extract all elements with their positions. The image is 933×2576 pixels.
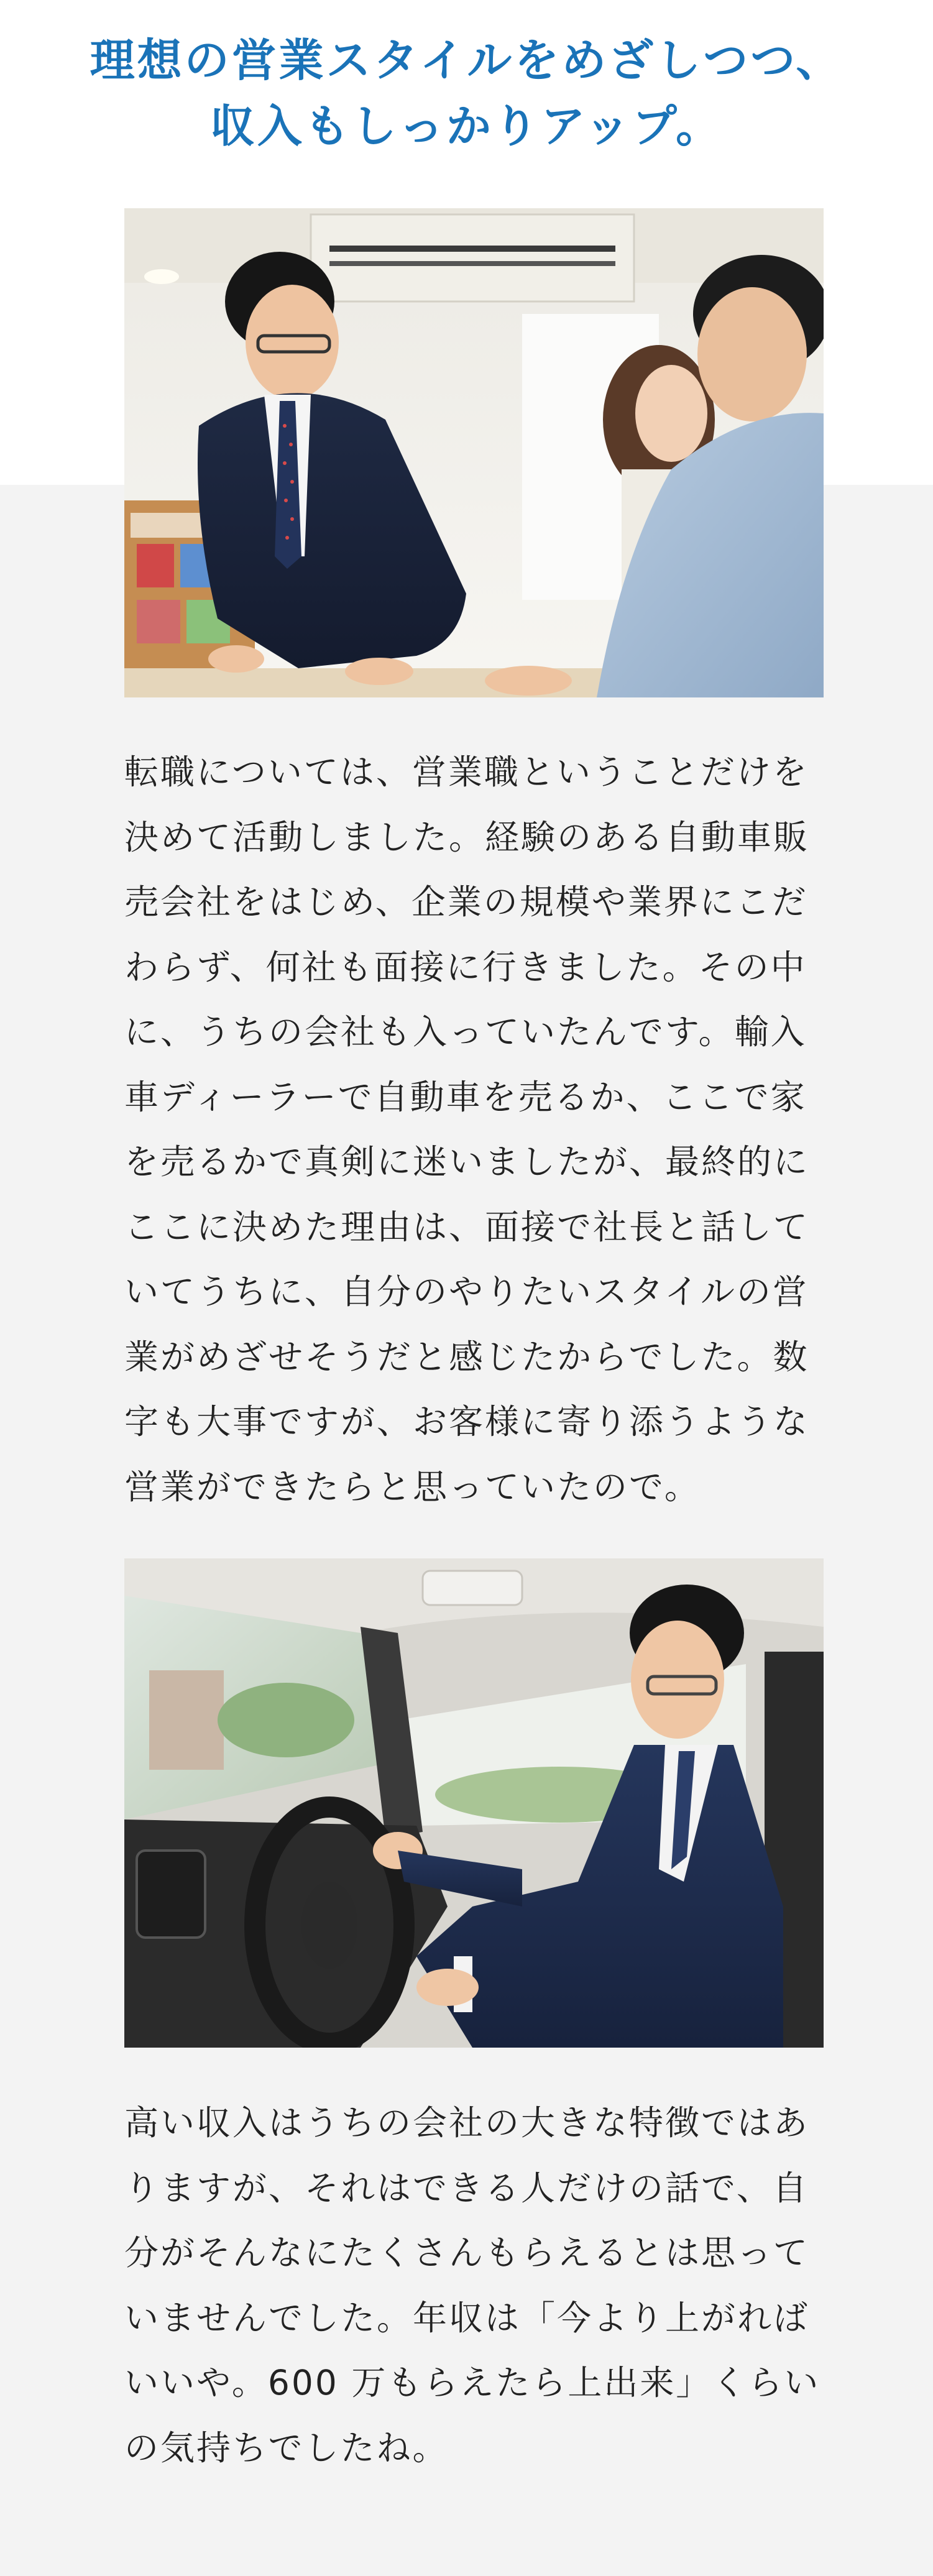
paragraph-line: 分がそんなにたくさんもらえるとは思って (124, 2233, 810, 2273)
paragraph-line: ここに決めた理由は、面接で社長と話して (124, 1207, 810, 1247)
paragraph-line: に、うちの会社も入っていたんです。輸入 (124, 1012, 807, 1052)
paragraph-line: 高い収入はうちの会社の大きな特徴ではあ (124, 2103, 810, 2143)
headline-line-1: 理想の営業スタイルをめざしつつ、 (90, 34, 843, 86)
paragraph-line: の気持ちでしたね。 (124, 2427, 449, 2468)
paragraph-career-change (124, 740, 824, 1519)
driving-illustration (124, 1558, 824, 2048)
paragraph-line: りますが、それはできる人だけの話で、自 (124, 2168, 809, 2208)
paragraph-line: 決めて活動しました。経験のある自動車販 (124, 817, 810, 857)
paragraph-line: 字も大事ですが、お客様に寄り添うような (124, 1402, 810, 1442)
paragraph-line: 車ディーラーで自動車を売るか、ここで家 (124, 1077, 807, 1117)
paragraph-line: 転職については、営業職ということだけを (124, 752, 809, 792)
photo-office-meeting (124, 208, 824, 697)
paragraph-line: 営業ができたらと思っていたので。 (124, 1466, 701, 1507)
paragraph-line: を売るかで真剣に迷いましたが、最終的に (124, 1142, 810, 1182)
photo-driving (124, 1558, 824, 2048)
headline-line-2: 収入もしっかりアップ。 (209, 100, 724, 152)
paragraph-line: いいや。600 万もらえたら上出来」くらい (124, 2363, 820, 2403)
paragraph-line: 売会社をはじめ、企業の規模や業界にこだ (124, 882, 808, 922)
paragraph-income (124, 2091, 824, 2480)
paragraph-line: いてうちに、自分のやりたいスタイルの営 (124, 1272, 809, 1312)
office-meeting-illustration (124, 208, 824, 697)
page-headline (0, 27, 933, 159)
paragraph-line: いませんでした。年収は「今より上がれば (124, 2298, 810, 2338)
paragraph-line: 業がめざせそうだと感じたからでした。数 (124, 1336, 809, 1377)
paragraph-line: わらず、何社も面接に行きました。その中 (124, 947, 807, 987)
